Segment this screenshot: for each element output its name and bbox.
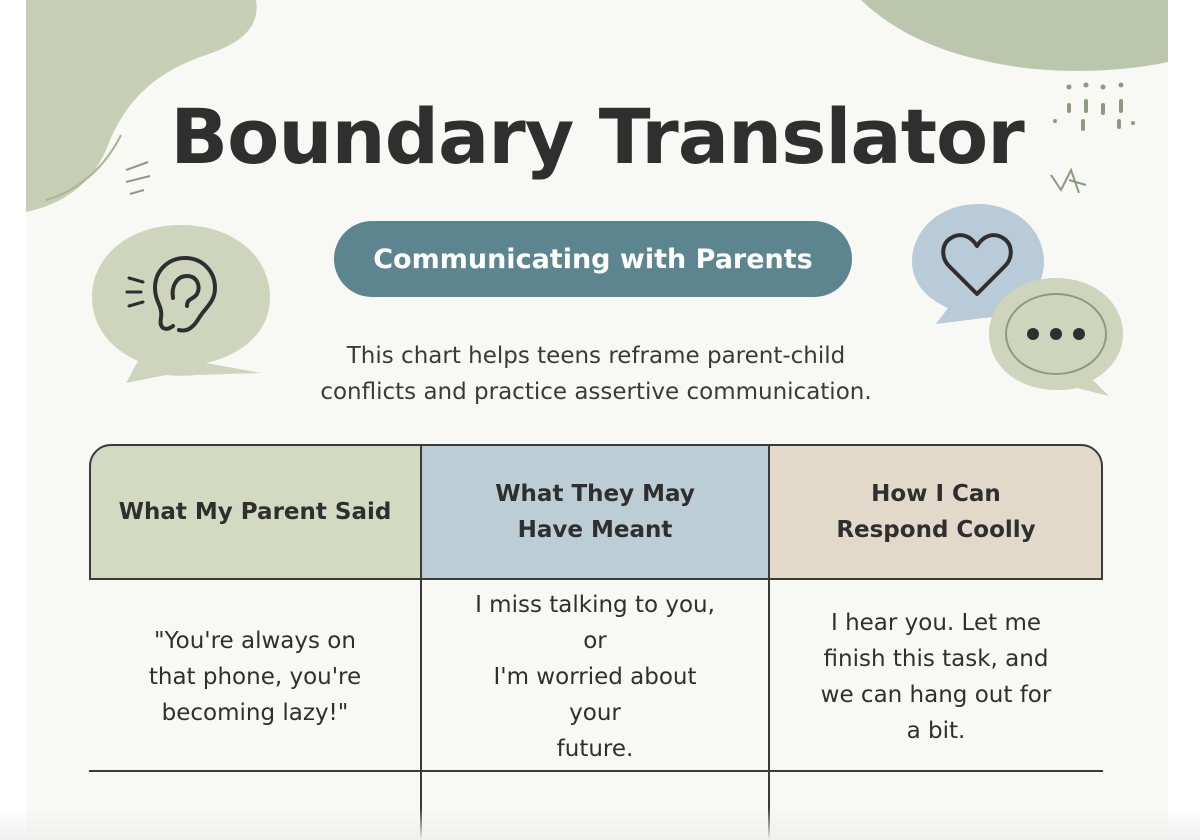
cell-text-line: that phone, you're xyxy=(148,664,362,690)
column-header-parent-said xyxy=(89,444,421,580)
bottom-fade xyxy=(0,808,1200,840)
cell-text-line: future. xyxy=(556,736,634,762)
cell-text-line: "You're always on xyxy=(154,628,356,654)
intro-line-2: conflicts and practice assertive communication. xyxy=(320,379,872,405)
intro-line-1: This chart helps teens reframe parent-child xyxy=(346,343,846,369)
table-cell-respond-coolly xyxy=(769,582,1103,772)
column-header-may-have-meant xyxy=(421,444,769,580)
column-header-text: Have Meant xyxy=(517,517,673,543)
intro-text xyxy=(246,338,946,410)
ellipsis-icon xyxy=(1021,322,1091,346)
top-right-blob xyxy=(861,0,1168,75)
column-header-respond-coolly xyxy=(769,444,1103,580)
cell-text-line: we can hang out for xyxy=(820,682,1052,708)
column-header-text: What My Parent Said xyxy=(118,499,392,525)
infographic-page xyxy=(26,0,1168,840)
subtitle-pill: Communicating with Parents xyxy=(334,221,852,297)
cell-text-line: becoming lazy!" xyxy=(161,700,349,726)
boundary-table xyxy=(89,444,1103,840)
cell-text-line: I miss talking to you, or xyxy=(475,592,715,654)
page-title: Boundary Translator xyxy=(170,92,1024,181)
cell-text-line: I'm worried about your xyxy=(493,664,697,726)
column-header-text: What They May xyxy=(495,481,695,507)
column-header-text: How I Can xyxy=(871,481,1001,507)
column-header-text: Respond Coolly xyxy=(836,517,1036,543)
cell-text-line: finish this task, and xyxy=(823,646,1049,672)
ear-icon xyxy=(121,240,231,350)
table-cell-may-have-meant xyxy=(421,582,769,772)
cell-text-line: I hear you. Let me xyxy=(830,610,1041,636)
table-cell-parent-said xyxy=(89,582,421,772)
cell-text-line: a bit. xyxy=(906,718,966,744)
